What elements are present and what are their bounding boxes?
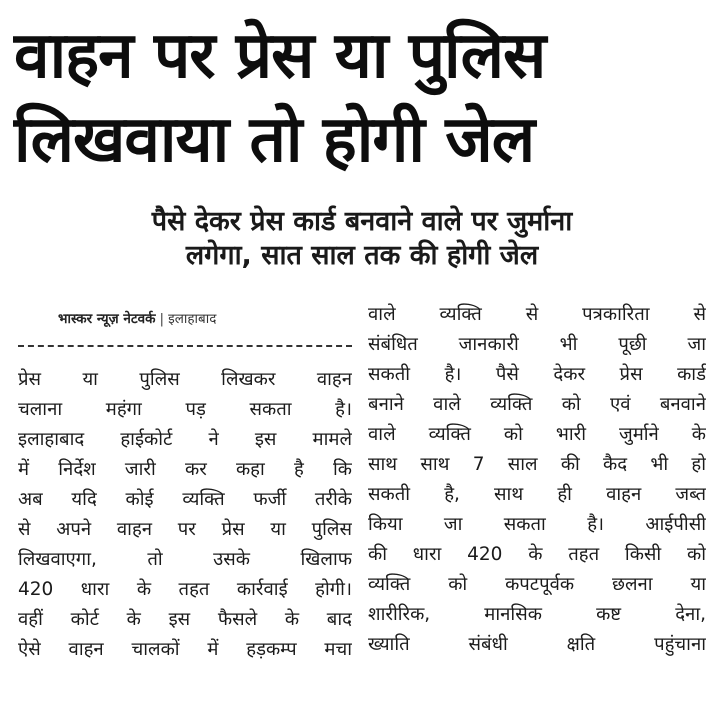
byline-separator: | — [159, 311, 165, 327]
column-line: बनाने वाले व्यक्ति को एवं बनवाने — [368, 394, 706, 415]
column-line: अब यदि कोई व्यक्ति फर्जी तरीके — [18, 489, 352, 510]
byline-agency: भास्कर न्यूज़ नेटवर्क — [58, 311, 156, 327]
article-column-right — [368, 300, 706, 660]
headline-line-2: लिखवाया तो होगी जेल — [14, 103, 535, 177]
column-line: साथ साथ 7 साल की कैद भी हो — [368, 454, 706, 475]
column-line: 420 धारा के तहत कार्रवाई होगी। — [18, 579, 352, 600]
column-line: में निर्देश जारी कर कहा है कि — [18, 459, 352, 480]
column-line: व्यक्ति को कपटपूर्वक छलना या — [368, 574, 706, 595]
byline-place: इलाहाबाद — [168, 311, 217, 327]
column-line: शारीरिक, मानसिक कष्ट देना, — [368, 604, 706, 625]
column-line: वहीं कोर्ट के इस फैसले के बाद — [18, 609, 352, 630]
column-line: इलाहाबाद हाईकोर्ट ने इस मामले — [18, 429, 352, 450]
column-line: वाले व्यक्ति से पत्रकारिता से — [368, 304, 706, 325]
column-line: वाले व्यक्ति को भारी जुर्माने के — [368, 424, 706, 445]
column-line: प्रेस या पुलिस लिखकर वाहन — [18, 369, 352, 390]
column-line: सकती है। पैसे देकर प्रेस कार्ड — [368, 364, 706, 385]
article-column-left — [18, 365, 352, 665]
byline — [58, 309, 348, 327]
subheadline-line-1: पैसे देकर प्रेस कार्ड बनवाने वाले पर जुर्माना — [151, 206, 573, 237]
column-line: चलाना महंगा पड़ सकता है। — [18, 399, 352, 420]
column-line: लिखवाएगा, तो उसके खिलाफ — [18, 549, 352, 570]
column-line: ऐसे वाहन चालकों में हड़कम्प मचा — [18, 639, 352, 660]
column-line: किया जा सकता है। आईपीसी — [368, 514, 706, 535]
column-line: की धारा 420 के तहत किसी को — [368, 544, 706, 565]
subheadline-line-2: लगेगा, सात साल तक की होगी जेल — [185, 240, 539, 271]
column-line: से अपने वाहन पर प्रेस या पुलिस — [18, 519, 352, 540]
column-line: ख्याति संबंधी क्षति पहुंचाना — [368, 634, 706, 655]
byline-divider — [18, 345, 352, 347]
headline — [14, 14, 708, 182]
column-line: सकती है, साथ ही वाहन जब्त — [368, 484, 706, 505]
subheadline — [20, 205, 704, 273]
headline-line-1: वाहन पर प्रेस या पुलिस — [14, 19, 546, 93]
column-line: संबंधित जानकारी भी पूछी जा — [368, 334, 706, 355]
